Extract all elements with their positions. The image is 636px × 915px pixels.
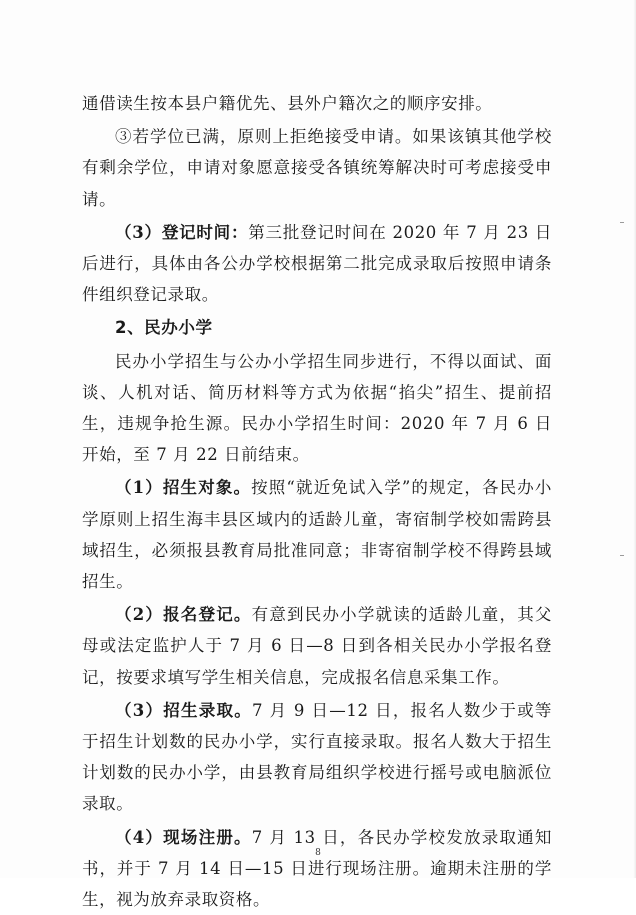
item-lead: （1）招生对象。 xyxy=(115,478,252,498)
margin-tick-mark xyxy=(620,555,624,556)
page-number: 8 xyxy=(315,848,321,858)
item-lead: （3）招生录取。 xyxy=(115,700,253,720)
paragraph-lead: （3）登记时间： xyxy=(115,222,249,242)
paragraph-text: 民办小学招生与公办小学招生同步进行，不得以面试、面谈、人机对话、简历材料等方式为依据“掐尖”招生、提前招生，违规争抢生源。民办小学招生时间：2020 年 7 月 6 日开始，至 7 月 22 日前结束。 xyxy=(82,351,552,465)
item-enrollment-target xyxy=(82,472,552,597)
paragraph-text: ③若学位已满，原则上拒绝接受申请。如果该镇其他学校有剩余学位，申请对象愿意接受各镇统筹解决时可考虑接受申请。 xyxy=(82,127,552,209)
item-text: 按照“就近免试入学”的规定，各民办小学原则上招生海丰县区域内的适龄儿童，寄宿制学校如需跨县域招生，必须报县教育局批准同意；非寄宿制学校不得跨县域招生。 xyxy=(82,478,553,592)
item-admission xyxy=(82,695,552,820)
item-lead: （4）现场注册。 xyxy=(115,827,252,847)
paragraph-text: 通借读生按本县户籍优先、县外户籍次之的顺序安排。 xyxy=(82,94,493,113)
item-registration xyxy=(82,599,552,693)
paragraph-text: 第三批登记时间在 2020 年 7 月 23 日后进行，具体由各公办学校根据第二批完成录取后按照申请条件组织登记录取。 xyxy=(82,222,552,305)
item-text: 7 月 13 日，各民办学校发放录取通知书，并于 7 月 14 日—15 日进行现场注册。逾期未注册的学生，视为放弃录取资格。 xyxy=(82,827,552,910)
section-heading: 2、民办小学 xyxy=(115,318,213,338)
item-text: 有意到民办小学就读的适龄儿童，其父母或法定监护人于 7 月 6 日—8 日到各相关民办小学报名登记，按要求填写学生相关信息，完成报名信息采集工作。 xyxy=(82,605,553,687)
document-body xyxy=(82,88,552,915)
paragraph-full-seats xyxy=(82,121,552,215)
item-lead: （2）报名登记。 xyxy=(115,605,252,625)
section-intro xyxy=(82,346,552,471)
item-onsite-registration xyxy=(82,822,552,915)
margin-tick-mark xyxy=(620,222,624,223)
item-text: 7 月 9 日—12 日，报名人数少于或等于招生计划数的民办小学，实行直接录取。报名人数大于招生计划数的民办小学，由县教育局组织学校进行摇号或电脑派位录取。 xyxy=(82,700,552,814)
paragraph-registration-time xyxy=(82,217,552,311)
paragraph-continuation xyxy=(82,88,552,119)
